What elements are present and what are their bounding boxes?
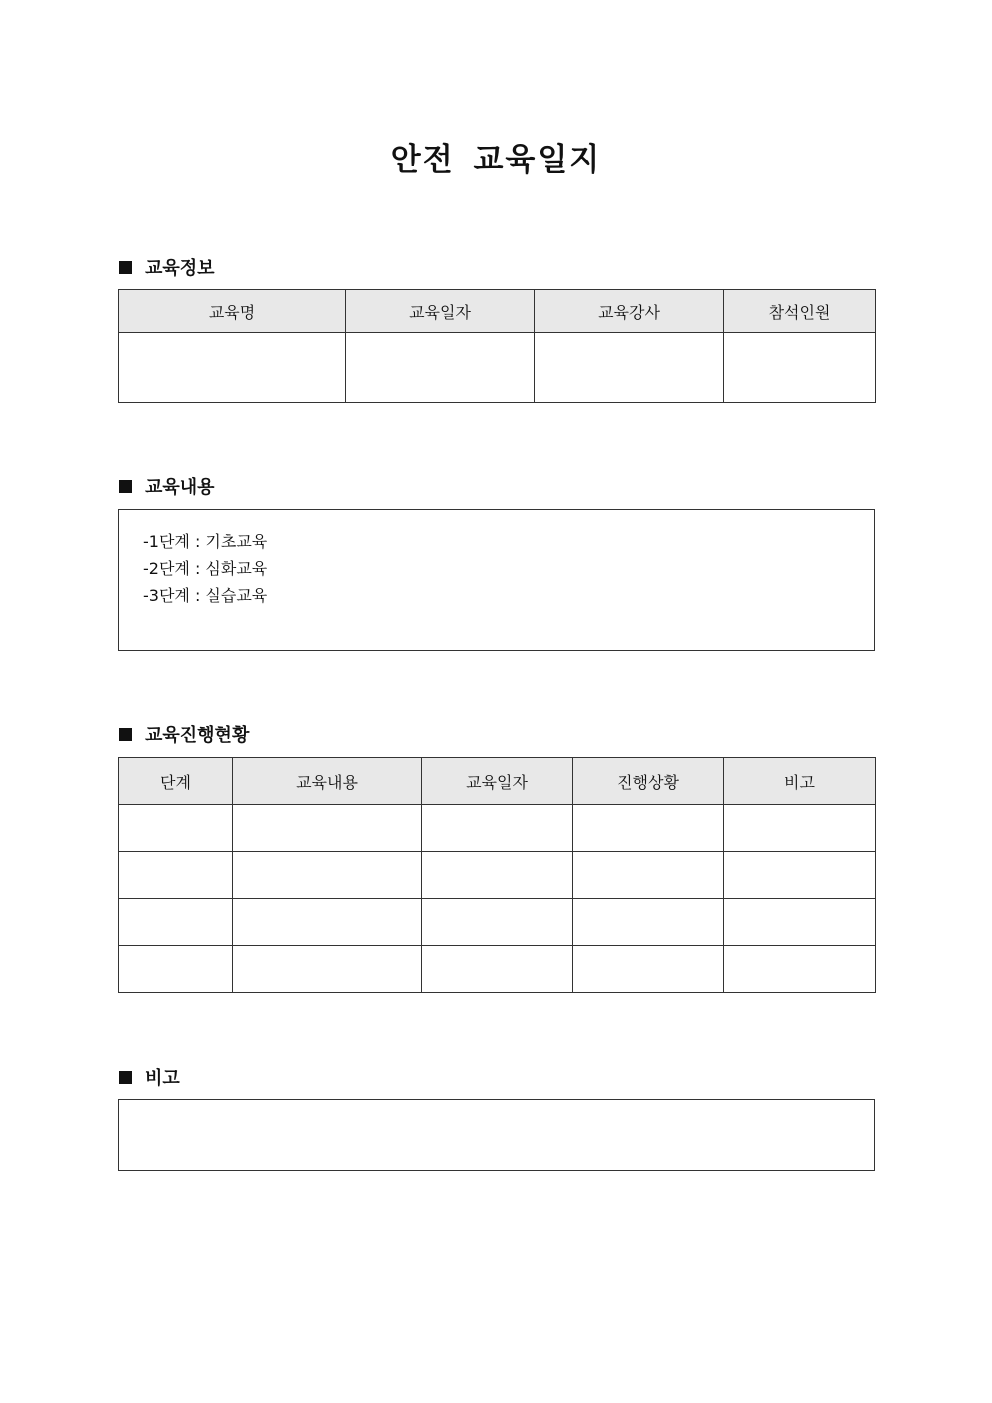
progress-table (118, 757, 876, 993)
progress-cell[interactable] (724, 899, 876, 946)
info-cell-instructor[interactable] (535, 333, 724, 403)
info-cell-date[interactable] (346, 333, 535, 403)
info-cell-name[interactable] (119, 333, 346, 403)
info-header-instructor: 교육강사 (535, 290, 724, 333)
table-row (119, 333, 876, 403)
progress-cell[interactable] (724, 852, 876, 899)
square-bullet-icon (119, 728, 132, 741)
section-heading-info-label: 교육정보 (145, 258, 215, 279)
progress-cell[interactable] (422, 899, 573, 946)
square-bullet-icon (119, 261, 132, 274)
section-heading-remarks (119, 1064, 180, 1090)
progress-header-status: 진행상황 (573, 758, 724, 805)
table-row (119, 899, 876, 946)
square-bullet-icon (119, 480, 132, 493)
table-row (119, 852, 876, 899)
progress-cell[interactable] (119, 946, 233, 993)
progress-cell[interactable] (573, 899, 724, 946)
progress-cell[interactable] (724, 946, 876, 993)
table-row (119, 946, 876, 993)
info-cell-attendees[interactable] (724, 333, 876, 403)
section-heading-content-label: 교육내용 (145, 477, 215, 498)
progress-cell[interactable] (233, 805, 422, 852)
section-heading-remarks-label: 비고 (145, 1068, 180, 1089)
section-heading-info (119, 254, 215, 280)
progress-header-date: 교육일자 (422, 758, 573, 805)
info-header-name: 교육명 (119, 290, 346, 333)
progress-cell[interactable] (573, 805, 724, 852)
progress-cell[interactable] (233, 852, 422, 899)
progress-header-stage: 단계 (119, 758, 233, 805)
square-bullet-icon (119, 1071, 132, 1084)
document-title: 안전 교육일지 (390, 142, 602, 178)
progress-cell[interactable] (573, 946, 724, 993)
progress-cell[interactable] (119, 899, 233, 946)
table-row (119, 805, 876, 852)
progress-cell[interactable] (422, 946, 573, 993)
progress-cell[interactable] (233, 946, 422, 993)
remarks-box[interactable] (118, 1099, 875, 1171)
progress-cell[interactable] (573, 852, 724, 899)
content-line: -2단계 : 심화교육 (143, 559, 268, 578)
content-box[interactable] (118, 509, 875, 651)
progress-cell[interactable] (724, 805, 876, 852)
info-header-date: 교육일자 (346, 290, 535, 333)
content-line: -1단계 : 기초교육 (143, 532, 268, 551)
content-line: -3단계 : 실습교육 (143, 586, 268, 605)
progress-header-content: 교육내용 (233, 758, 422, 805)
progress-header-remarks: 비고 (724, 758, 876, 805)
progress-cell[interactable] (422, 805, 573, 852)
section-heading-progress-label: 교육진행현황 (145, 725, 250, 746)
info-table (118, 289, 876, 403)
progress-cell[interactable] (119, 805, 233, 852)
section-heading-content (119, 473, 215, 499)
progress-cell[interactable] (233, 899, 422, 946)
progress-cell[interactable] (422, 852, 573, 899)
progress-cell[interactable] (119, 852, 233, 899)
section-heading-progress (119, 721, 249, 747)
info-header-attendees: 참석인원 (724, 290, 876, 333)
